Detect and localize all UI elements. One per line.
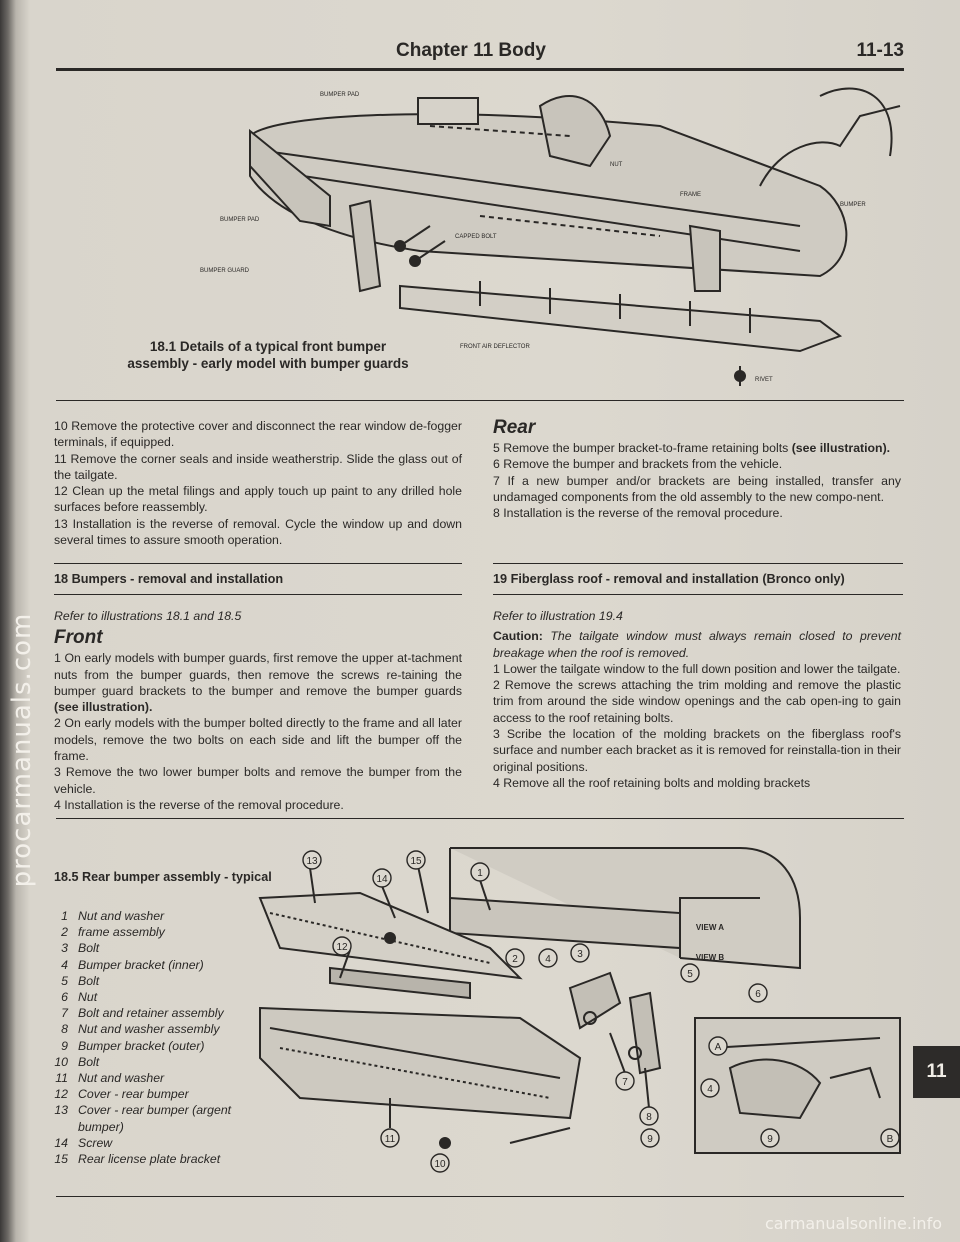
callout: 4	[707, 1084, 713, 1095]
callout: A	[714, 1042, 722, 1053]
legend-num: 14	[54, 1135, 68, 1150]
caution-text: The tailgate window must always remain closed to prevent breakage when the roof is removed.	[493, 629, 901, 660]
legend-num: 6	[61, 990, 68, 1005]
section-18-bottom-rule	[54, 594, 462, 595]
callout: 9	[647, 1134, 653, 1145]
legend-num: 2	[61, 925, 68, 940]
legend-num: 7	[61, 1006, 68, 1021]
callout: 13	[306, 856, 318, 867]
legend-item	[54, 1005, 264, 1021]
legend-num: 3	[61, 941, 68, 956]
callout: 15	[410, 856, 422, 867]
legend-text: Bumper bracket (outer)	[78, 1038, 205, 1053]
caution	[493, 628, 901, 661]
label-front-air-deflector: FRONT AIR DEFLECTOR	[460, 344, 530, 350]
figure-18-5-title: 18.5 Rear bumper assembly - typical	[54, 870, 272, 884]
section-19-bottom-rule	[493, 594, 903, 595]
callout: 7	[622, 1077, 628, 1088]
view-a-label: VIEW A	[695, 923, 725, 932]
chapter-tab: 11	[913, 1046, 960, 1098]
legend-item	[54, 1054, 264, 1070]
section-18-top-rule	[54, 563, 462, 564]
para-8: 8 Installation is the reverse of the removal procedure.	[493, 506, 783, 521]
callout: 1	[477, 868, 483, 879]
legend-text: Bolt	[78, 1054, 100, 1069]
page-header	[56, 40, 904, 70]
para-13: 13 Installation is the reverse of removal. Cycle the window up and down several times to assure smooth operation.	[54, 516, 462, 548]
header-rule	[56, 68, 904, 71]
legend-item	[54, 1151, 264, 1167]
para-r1: 1 Lower the tailgate window to the full down position and lower the tailgate.	[493, 661, 901, 676]
callout: 2	[512, 954, 518, 965]
legend-item	[54, 973, 264, 989]
legend-item	[54, 1038, 264, 1054]
legend-item	[54, 1070, 264, 1086]
para-11: 11 Remove the corner seals and inside weatherstrip. Slide the glass out of the tailgate.	[54, 451, 462, 482]
para-5	[493, 440, 901, 456]
callout: B	[886, 1134, 894, 1145]
page-number: 11-13	[856, 40, 904, 61]
para-1-see: (see illustration).	[54, 700, 153, 715]
legend-num: 12	[54, 1087, 68, 1102]
legend-item	[54, 908, 264, 924]
legend-num: 13	[54, 1103, 68, 1118]
footer-watermark: carmanualsonline.info	[764, 1214, 942, 1233]
legend-text: Cover - rear bumper (argent bumper)	[78, 1103, 232, 1134]
label-bumper: BUMPER	[840, 202, 866, 208]
legend-item	[54, 1086, 264, 1102]
lower-figure-rule	[56, 818, 904, 819]
legend-num: 10	[54, 1054, 68, 1069]
callout: 10	[434, 1159, 446, 1170]
label-nut: NUT	[610, 162, 623, 168]
left-column-section-18	[54, 608, 462, 813]
legend-text: Nut and washer	[78, 1071, 165, 1086]
footer-rule	[56, 1196, 904, 1197]
legend-text: Cover - rear bumper	[78, 1087, 189, 1102]
legend-item	[54, 924, 264, 940]
legend-num: 15	[54, 1152, 68, 1167]
legend-text: Bolt	[78, 973, 100, 988]
section-18-refer: Refer to illustrations 18.1 and 18.5	[54, 609, 242, 623]
front-heading: Front	[54, 627, 103, 649]
legend-text: Bolt and retainer assembly	[78, 1006, 224, 1021]
para-6: 6 Remove the bumper and brackets from the vehicle.	[493, 457, 783, 472]
legend-item	[54, 1102, 264, 1134]
left-column	[54, 418, 462, 548]
callout: 3	[577, 949, 583, 960]
legend-text: Nut and washer	[78, 909, 165, 923]
section-19-refer: Refer to illustration 19.4	[493, 609, 623, 623]
right-column	[493, 416, 901, 521]
para-7: 7 If a new bumper and/or brackets are being installed, transfer any undamaged components from the old assembly to the new compo-nent.	[493, 473, 901, 504]
para-r3: 3 Scribe the location of the molding brackets on the fiberglass roof's surface and number each bracket as it is removed for reinstalla-tion in their original positions.	[493, 727, 901, 774]
side-watermark-text: procarmanuals.com	[7, 612, 37, 888]
label-bumper-pad-top: BUMPER PAD	[320, 92, 360, 98]
section-18-title: 18 Bumpers - removal and installation	[54, 572, 284, 586]
figure-18-1-caption: 18.1 Details of a typical front bumper assembly - early model with bumper guards	[127, 339, 409, 371]
callout: 5	[687, 969, 693, 980]
legend-item	[54, 1135, 264, 1151]
legend-item	[54, 1021, 264, 1037]
para-r2: 2 Remove the screws attaching the trim molding and remove the plastic trim from around the side window openings and the cab open-ing to gain access to the roof retaining bolts.	[493, 678, 901, 725]
legend-num: 5	[61, 973, 68, 988]
para-r4: 4 Remove all the roof retaining bolts and molding brackets	[493, 775, 811, 790]
para-3: 3 Remove the two lower bumper bolts and remove the bumper from the vehicle.	[54, 765, 462, 796]
label-bumper-guard: BUMPER GUARD	[200, 268, 250, 274]
callout: 14	[376, 874, 388, 885]
legend-num: 9	[61, 1038, 68, 1053]
legend-text: Bumper bracket (inner)	[78, 957, 204, 972]
figure-rule	[56, 400, 904, 401]
para-1-text: 1 On early models with bumper guards, first remove the upper at-tachment nuts from the bumper guards, then remove the screws re-taining the bumper guard brackets to the bumper and remove the bumper guards	[54, 651, 462, 698]
para-1	[54, 650, 462, 715]
legend-text: Nut and washer assembly	[78, 1022, 220, 1037]
para-2: 2 On early models with the bumper bolted directly to the frame and all later models, remove the two bolts on each side and lift the bumper off the frame.	[54, 716, 462, 764]
legend-num: 4	[61, 957, 68, 972]
para-5-see: (see illustration).	[791, 441, 891, 455]
callout: 4	[545, 954, 551, 965]
legend-num: 11	[55, 1071, 68, 1086]
label-frame: FRAME	[680, 192, 701, 198]
section-19-top-rule	[493, 563, 903, 564]
right-column-section-19	[493, 608, 901, 791]
legend-text: Rear license plate bracket	[78, 1152, 221, 1167]
para-10: 10 Remove the protective cover and disconnect the rear window de-fogger terminals, if equipped.	[54, 419, 462, 450]
callout: 9	[767, 1134, 773, 1145]
legend-text: Nut	[78, 990, 98, 1005]
callout: 6	[755, 989, 761, 1000]
legend-text: Screw	[78, 1135, 113, 1150]
figure-legend	[54, 908, 264, 1167]
chapter-title: Chapter 11 Body	[396, 40, 546, 61]
legend-num: 1	[61, 909, 68, 923]
legend-num: 8	[61, 1022, 68, 1037]
legend-item	[54, 957, 264, 973]
callout: 8	[646, 1112, 652, 1123]
para-4: 4 Installation is the reverse of the removal procedure.	[54, 797, 344, 812]
label-bumper-pad-left: BUMPER PAD	[220, 217, 260, 223]
callout: 11	[384, 1134, 396, 1145]
callout: 12	[336, 942, 348, 953]
legend-item	[54, 989, 264, 1005]
para-5-text: 5 Remove the bumper bracket-to-frame retaining bolts	[493, 441, 789, 455]
caution-label: Caution:	[493, 629, 543, 644]
rear-heading: Rear	[493, 417, 536, 438]
section-19-title: 19 Fiberglass roof - removal and installation (Bronco only)	[493, 572, 845, 586]
legend-text: Bolt	[78, 941, 100, 956]
rear-bumper-illustration	[240, 838, 910, 1198]
view-b-label: VIEW B	[695, 953, 725, 962]
side-watermark	[2, 560, 42, 940]
para-12: 12 Clean up the metal filings and apply touch up paint to any drilled hole surfaces before reassembly.	[54, 484, 462, 515]
legend-item	[54, 940, 264, 956]
label-rivet: RIVET	[755, 377, 773, 383]
label-capped-bolt: CAPPED BOLT	[455, 234, 497, 240]
legend-text: frame assembly	[78, 925, 165, 940]
